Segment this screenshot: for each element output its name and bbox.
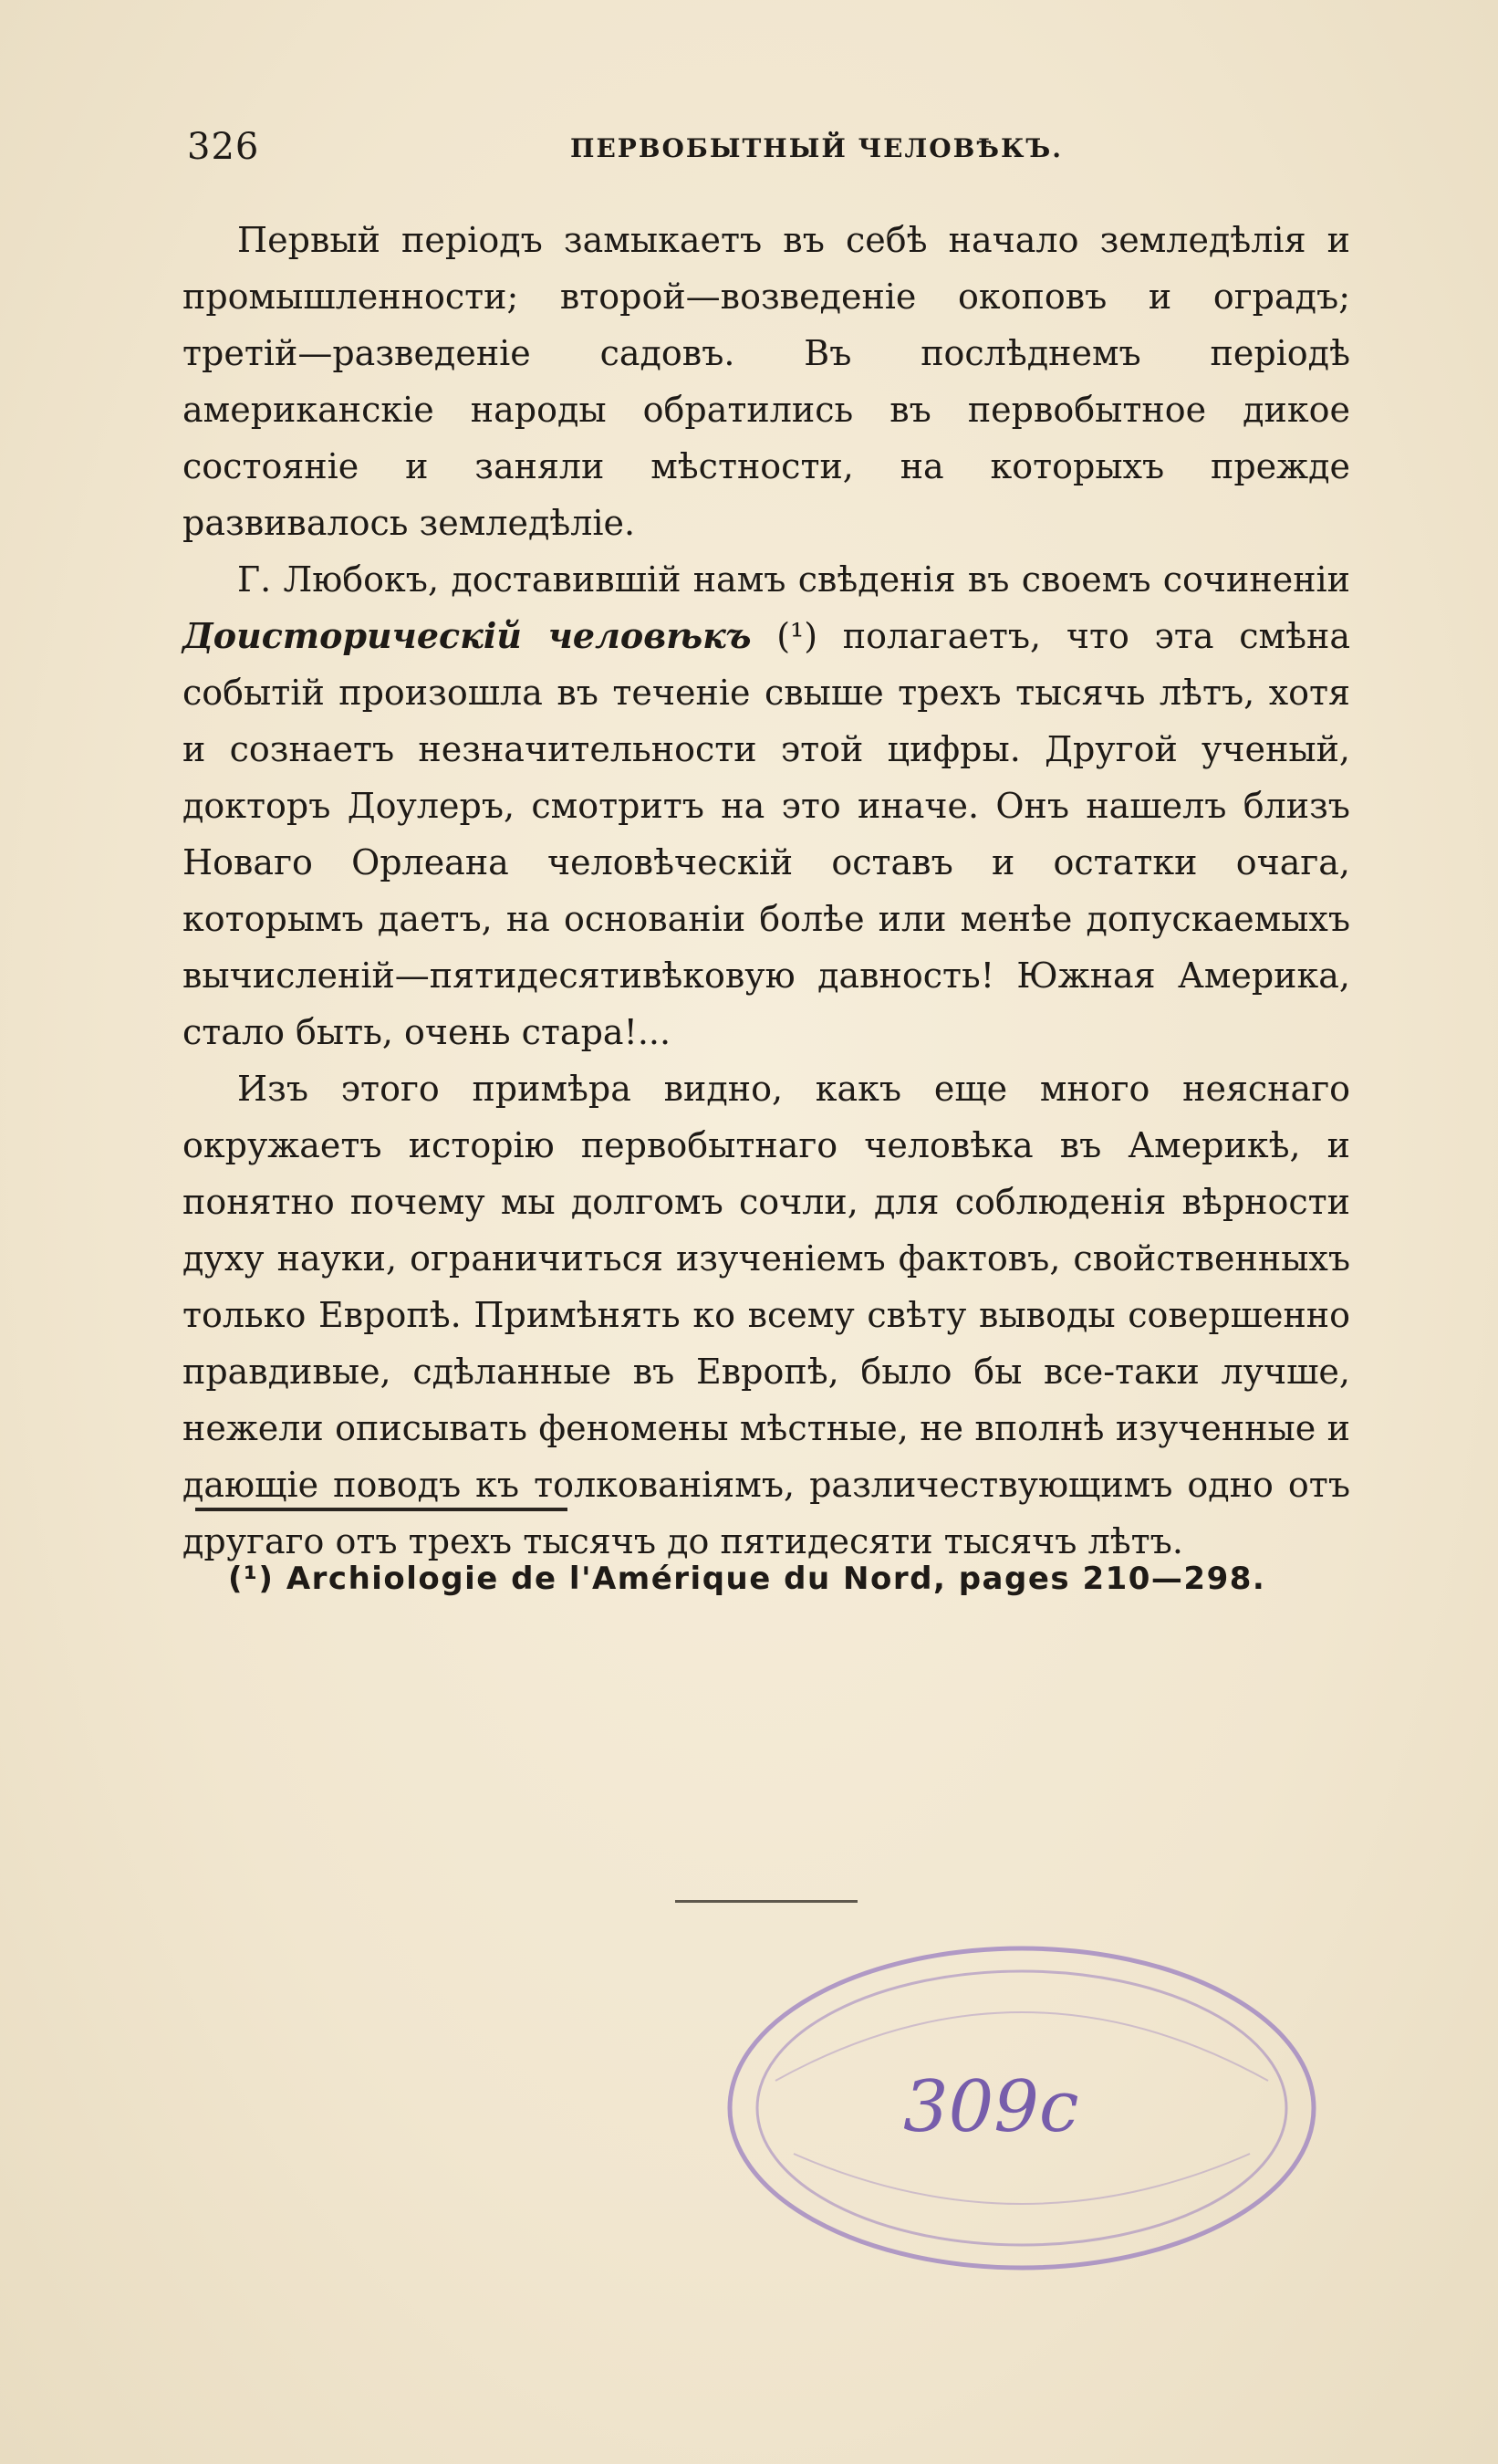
page-number: 326 <box>187 126 260 168</box>
main-text <box>182 212 1350 1570</box>
bottom-divider <box>675 1900 858 1903</box>
footnote-marker: (¹) <box>228 1561 275 1597</box>
footnote-text: Archiologie de l'Amérique du Nord, pages 210—298. <box>286 1561 1266 1597</box>
page-header <box>187 126 1355 172</box>
library-stamp <box>712 1926 1332 2291</box>
paragraph-1: Первый періодъ замыкаетъ въ себѣ начало земледѣлія и промышленности; второй—возведеніе окоповъ и оградъ; третій—разведеніе садовъ. Въ послѣднемъ періодѣ американскіе народы обратились въ первобытное дикое состояніе и заняли мѣстности, на которыхъ прежде развивалось земледѣліе. <box>182 220 1350 543</box>
paragraph-2-lead: Г. Любокъ, доставившій намъ свѣденія въ своемъ сочиненіи <box>237 559 1350 600</box>
running-head: ПЕРВОБЫТНЫЙ ЧЕЛОВѢКЪ. <box>570 133 1063 163</box>
book-title-italic: Доисторическій человѣкъ <box>182 615 752 656</box>
stamp-handwritten-number: 309с <box>903 2066 1079 2148</box>
footnote-divider <box>195 1508 567 1511</box>
paragraph-2 <box>182 551 1350 1060</box>
paragraph-2-rest: (¹) полагаетъ, что эта смѣна событій произошла въ теченіе свыше трехъ тысячь лѣтъ, хотя и сознаетъ незначительности этой цифры. Другой ученый, докторъ Доулеръ, смотритъ на это иначе. Онъ нашелъ близъ Новаго Орлеана человѣческій оставъ и остатки очага, которымъ даетъ, на основаніи болѣе или менѣе допускаемыхъ вычисленій—пятидесятивѣковую давность! Южная Америка, стало быть, очень стара!... <box>182 616 1350 1052</box>
footnote <box>228 1561 1341 1597</box>
paragraph-3: Изъ этого примѣра видно, какъ еще много неяснаго окружаетъ исторію первобытнаго человѣка въ Америкѣ, и понятно почему мы долгомъ сочли, для соблюденія вѣрности духу науки, ограничиться изученіемъ фактовъ, свойственныхъ только Европѣ. Примѣнять ко всему свѣту выводы совершенно правдивые, сдѣланные въ Европѣ, было бы все-таки лучше, нежели описывать феномены мѣстные, не вполнѣ изученные и дающіе поводъ къ толкованіямъ, различествующимъ одно отъ другаго отъ трехъ тысячъ до пятидесяти тысячъ лѣтъ. <box>182 1069 1350 1561</box>
